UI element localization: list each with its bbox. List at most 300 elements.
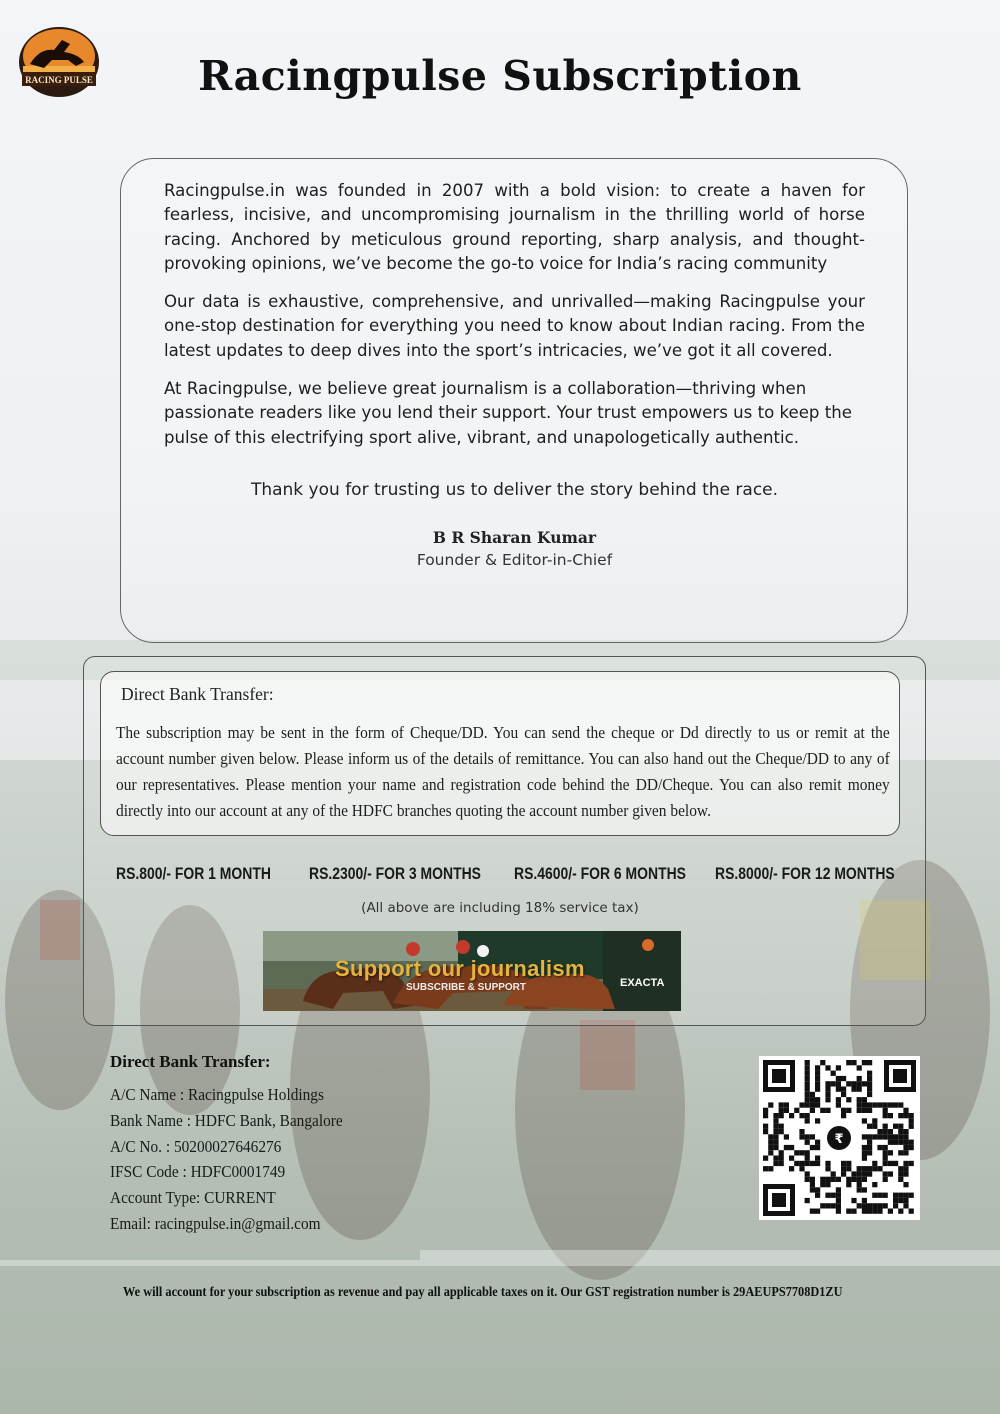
qr-module — [763, 1129, 768, 1134]
qr-module — [805, 1092, 810, 1097]
qr-module — [872, 1182, 877, 1187]
qr-module — [763, 1113, 768, 1118]
qr-module — [909, 1209, 914, 1214]
qr-module — [805, 1087, 810, 1092]
transfer-info-title: Direct Bank Transfer: — [121, 684, 274, 704]
qr-module — [825, 1182, 830, 1187]
qr-module — [773, 1113, 778, 1118]
qr-module — [851, 1060, 856, 1065]
qr-module — [825, 1087, 830, 1092]
qr-module — [799, 1150, 804, 1155]
qr-module — [836, 1076, 841, 1081]
qr-module — [893, 1203, 898, 1208]
qr-module — [877, 1145, 882, 1150]
qr-module — [867, 1171, 872, 1176]
qr-module — [779, 1108, 784, 1113]
qr-module — [877, 1134, 882, 1139]
qr-module — [815, 1081, 820, 1086]
qr-module — [799, 1161, 804, 1166]
qr-module — [846, 1177, 851, 1182]
signer-role: Founder & Editor-in-Chief — [416, 550, 613, 569]
qr-module — [836, 1209, 841, 1214]
qr-module — [857, 1076, 862, 1081]
banner-subtitle: SUBSCRIBE & SUPPORT — [406, 982, 527, 993]
qr-module — [862, 1171, 867, 1176]
qr-module — [898, 1193, 903, 1198]
qr-module — [784, 1134, 789, 1139]
qr-module — [825, 1092, 830, 1097]
qr-module — [799, 1102, 804, 1107]
qr-module — [768, 1150, 773, 1155]
letter-paragraph: Our data is exhaustive, comprehensive, and unrivalled—making Racingpulse your one-stop destination for everything you need to know about Indian racing. From the latest updates to deep dives into the sport’s intricacies, we’ve got it all covered. — [164, 292, 865, 360]
qr-module — [846, 1182, 851, 1187]
qr-module — [867, 1081, 872, 1086]
qr-module — [805, 1102, 810, 1107]
qr-module — [805, 1150, 810, 1155]
qr-module — [810, 1187, 815, 1192]
qr-module — [903, 1203, 908, 1208]
qr-module — [779, 1129, 784, 1134]
qr-module — [789, 1156, 794, 1161]
qr-module — [805, 1161, 810, 1166]
qr-module — [810, 1108, 815, 1113]
qr-module — [789, 1145, 794, 1150]
qr-module — [831, 1177, 836, 1182]
qr-module — [841, 1087, 846, 1092]
qr-module — [763, 1124, 768, 1129]
qr-module — [898, 1198, 903, 1203]
qr-module — [784, 1145, 789, 1150]
qr-module — [883, 1193, 888, 1198]
qr-module — [768, 1134, 773, 1139]
qr-module — [898, 1209, 903, 1214]
qr-module — [903, 1171, 908, 1176]
qr-module — [810, 1177, 815, 1182]
qr-module — [810, 1161, 815, 1166]
qr-module — [763, 1108, 768, 1113]
letter-paragraph: Racingpulse.in was founded in 2007 with a bold vision: to create a haven for fearless, incisive, and uncompromising journalism in the thrilling world of horse racing. Anchored by meticulous ground reporting, sharp analysis, and thought-provoking opinions, we’ve become the go-to voice for India’s racing community — [164, 181, 865, 273]
qr-module — [898, 1129, 903, 1134]
qr-module — [883, 1129, 888, 1134]
qr-module — [867, 1140, 872, 1145]
qr-module — [867, 1060, 872, 1065]
qr-module — [831, 1203, 836, 1208]
qr-module — [784, 1108, 789, 1113]
qr-module — [883, 1145, 888, 1150]
qr-module — [867, 1145, 872, 1150]
qr-module — [857, 1182, 862, 1187]
qr-module — [862, 1097, 867, 1102]
signer-name: B R Sharan Kumar — [432, 527, 597, 547]
qr-module — [779, 1113, 784, 1118]
qr-module — [909, 1124, 914, 1129]
qr-module — [883, 1113, 888, 1118]
qr-module — [867, 1087, 872, 1092]
qr-module — [888, 1113, 893, 1118]
qr-module — [805, 1171, 810, 1176]
qr-module — [768, 1102, 773, 1107]
qr-module — [903, 1193, 908, 1198]
qr-module — [898, 1140, 903, 1145]
qr-module — [815, 1087, 820, 1092]
qr-module — [862, 1081, 867, 1086]
qr-module — [846, 1166, 851, 1171]
qr-module — [763, 1166, 768, 1171]
plan-6-months: RS.4600/- FOR 6 MONTHS — [514, 864, 686, 883]
svg-text:₹: ₹ — [834, 1132, 844, 1147]
qr-module — [883, 1124, 888, 1129]
qr-module — [862, 1177, 867, 1182]
transfer-info-text: The subscription may be sent in the form of Cheque/DD. You can send the cheque or Dd directly to us or remit at the account number given below. Please inform us of the details of remittance. You can also hand out the Cheque/DD to any of our representatives. Please mention your name and registration code behind the DD/Cheque. You can also remit money directly into our account at any of the HDFC branches quoting the account number given below. — [116, 723, 890, 820]
qr-module — [851, 1209, 856, 1214]
qr-module — [883, 1108, 888, 1113]
qr-module — [851, 1171, 856, 1176]
qr-module — [898, 1166, 903, 1171]
qr-module — [893, 1161, 898, 1166]
qr-module — [857, 1171, 862, 1176]
qr-module — [820, 1060, 825, 1065]
qr-module — [768, 1166, 773, 1171]
qr-module — [862, 1198, 867, 1203]
qr-module — [815, 1140, 820, 1145]
qr-module — [862, 1166, 867, 1171]
qr-module — [810, 1092, 815, 1097]
qr-module — [820, 1108, 825, 1113]
qr-module — [883, 1177, 888, 1182]
qr-module — [805, 1118, 810, 1123]
qr-module — [820, 1177, 825, 1182]
qr-module — [831, 1071, 836, 1076]
qr-module — [841, 1113, 846, 1118]
qr-module — [867, 1102, 872, 1107]
qr-module — [805, 1071, 810, 1076]
contact-email: Email: racingpulse.in@gmail.com — [110, 1214, 321, 1233]
qr-module — [836, 1065, 841, 1070]
qr-module — [862, 1060, 867, 1065]
qr-module — [836, 1187, 841, 1192]
qr-module — [872, 1118, 877, 1123]
qr-module — [779, 1156, 784, 1161]
qr-module — [872, 1166, 877, 1171]
qr-module — [815, 1102, 820, 1107]
tax-note: (All above are including 18% service tax) — [361, 900, 639, 916]
qr-module — [862, 1187, 867, 1192]
qr-module — [831, 1193, 836, 1198]
qr-module — [857, 1203, 862, 1208]
qr-module — [841, 1171, 846, 1176]
qr-module — [893, 1102, 898, 1107]
qr-module — [851, 1198, 856, 1203]
qr-module — [805, 1134, 810, 1139]
qr-module — [779, 1102, 784, 1107]
qr-module — [893, 1140, 898, 1145]
qr-module — [836, 1177, 841, 1182]
qr-module — [857, 1081, 862, 1086]
qr-module — [810, 1102, 815, 1107]
qr-module — [888, 1102, 893, 1107]
plan-12-months: RS.8000/- FOR 12 MONTHS — [715, 864, 895, 883]
qr-module — [805, 1113, 810, 1118]
qr-module — [877, 1166, 882, 1171]
qr-module — [815, 1209, 820, 1214]
qr-module — [805, 1065, 810, 1070]
qr-module — [888, 1140, 893, 1145]
qr-module — [784, 1102, 789, 1107]
qr-module — [862, 1145, 867, 1150]
qr-module — [867, 1071, 872, 1076]
qr-module — [773, 1156, 778, 1161]
qr-module — [903, 1140, 908, 1145]
qr-module — [867, 1209, 872, 1214]
qr-module — [799, 1134, 804, 1139]
qr-module — [898, 1124, 903, 1129]
qr-module — [825, 1193, 830, 1198]
qr-module — [836, 1198, 841, 1203]
qr-module — [815, 1156, 820, 1161]
qr-module — [805, 1076, 810, 1081]
qr-module — [883, 1161, 888, 1166]
qr-module — [888, 1134, 893, 1139]
svg-text:RACING PULSE: RACING PULSE — [25, 75, 93, 85]
qr-module — [836, 1193, 841, 1198]
qr-module — [862, 1209, 867, 1214]
qr-module — [825, 1203, 830, 1208]
qr-module — [851, 1081, 856, 1086]
account-name: A/C Name : Racingpulse Holdings — [110, 1085, 324, 1104]
account-number: A/C No. : 50200027646276 — [110, 1137, 282, 1156]
qr-module — [815, 1193, 820, 1198]
qr-module — [888, 1171, 893, 1176]
qr-module — [909, 1145, 914, 1150]
qr-module — [909, 1161, 914, 1166]
qr-module — [841, 1166, 846, 1171]
qr-module — [851, 1087, 856, 1092]
qr-module — [846, 1081, 851, 1086]
qr-module — [857, 1187, 862, 1192]
qr-module — [773, 1161, 778, 1166]
qr-module — [857, 1097, 862, 1102]
qr-module — [799, 1166, 804, 1171]
qr-module — [836, 1102, 841, 1107]
qr-module — [810, 1145, 815, 1150]
qr-module — [789, 1113, 794, 1118]
qr-module — [857, 1065, 862, 1070]
qr-module — [799, 1129, 804, 1134]
qr-code-graphic — [759, 1056, 920, 1220]
qr-module — [898, 1177, 903, 1182]
qr-module — [862, 1150, 867, 1155]
qr-module — [815, 1145, 820, 1150]
banner-title: Support our journalism — [335, 956, 585, 981]
qr-module — [862, 1118, 867, 1123]
plan-3-months: RS.2300/- FOR 3 MONTHS — [309, 864, 481, 883]
transfer-info-box — [100, 671, 900, 836]
qr-module — [815, 1065, 820, 1070]
qr-module — [841, 1076, 846, 1081]
qr-module — [883, 1134, 888, 1139]
qr-module — [805, 1177, 810, 1182]
qr-module — [815, 1097, 820, 1102]
qr-module — [836, 1203, 841, 1208]
qr-module — [825, 1161, 830, 1166]
qr-module — [903, 1129, 908, 1134]
qr-module — [867, 1092, 872, 1097]
qr-module — [810, 1097, 815, 1102]
qr-module — [903, 1145, 908, 1150]
qr-module — [815, 1161, 820, 1166]
qr-module — [888, 1150, 893, 1155]
qr-module — [841, 1161, 846, 1166]
qr-module — [810, 1209, 815, 1214]
qr-module — [903, 1161, 908, 1166]
qr-module — [909, 1118, 914, 1123]
qr-module — [779, 1150, 784, 1155]
qr-module — [877, 1129, 882, 1134]
qr-module — [867, 1124, 872, 1129]
qr-module — [867, 1076, 872, 1081]
qr-module — [815, 1118, 820, 1123]
qr-module — [857, 1102, 862, 1107]
qr-module — [815, 1187, 820, 1192]
qr-module — [877, 1193, 882, 1198]
qr-module — [872, 1161, 877, 1166]
qr-module — [789, 1166, 794, 1171]
qr-module — [903, 1182, 908, 1187]
qr-module — [898, 1102, 903, 1107]
qr-module — [815, 1071, 820, 1076]
qr-module — [888, 1161, 893, 1166]
qr-module — [903, 1134, 908, 1139]
qr-module — [872, 1134, 877, 1139]
account-type: Account Type: CURRENT — [110, 1188, 276, 1207]
qr-module — [909, 1113, 914, 1118]
qr-module — [846, 1108, 851, 1113]
qr-module — [862, 1203, 867, 1208]
qr-module — [898, 1150, 903, 1155]
qr-module — [805, 1081, 810, 1086]
qr-module — [851, 1177, 856, 1182]
qr-module — [857, 1087, 862, 1092]
plan-1-month: RS.800/- FOR 1 MONTH — [116, 864, 271, 883]
qr-module — [768, 1140, 773, 1145]
thank-you-line: Thank you for trusting us to deliver the story behind the race. — [250, 479, 779, 500]
qr-module — [867, 1150, 872, 1155]
qr-module — [779, 1124, 784, 1129]
qr-module — [794, 1161, 799, 1166]
qr-module — [841, 1092, 846, 1097]
support-journalism-banner[interactable] — [263, 931, 681, 1011]
qr-module — [773, 1145, 778, 1150]
qr-module — [877, 1203, 882, 1208]
qr-module — [846, 1097, 851, 1102]
qr-module — [903, 1108, 908, 1113]
qr-module — [862, 1102, 867, 1107]
qr-module — [883, 1102, 888, 1107]
qr-module — [841, 1108, 846, 1113]
qr-module — [903, 1166, 908, 1171]
qr-module — [877, 1102, 882, 1107]
qr-module — [909, 1193, 914, 1198]
banner-exacta-sign: EXACTA — [620, 977, 665, 989]
qr-module — [810, 1134, 815, 1139]
qr-module — [825, 1065, 830, 1070]
qr-module — [883, 1203, 888, 1208]
qr-module — [883, 1171, 888, 1176]
qr-module — [768, 1145, 773, 1150]
qr-module — [867, 1134, 872, 1139]
qr-module — [888, 1129, 893, 1134]
founder-letter-box — [120, 158, 908, 643]
qr-module — [825, 1177, 830, 1182]
qr-module — [872, 1102, 877, 1107]
bank-name: Bank Name : HDFC Bank, Bangalore — [110, 1111, 343, 1130]
qr-module — [825, 1108, 830, 1113]
page-title: Racingpulse Subscription — [198, 52, 802, 100]
gst-footer-note: We will account for your subscription as revenue and pay all applicable taxes on it. Our GST registration number is 29AEUPS7708D1ZU — [123, 1285, 843, 1300]
qr-module — [836, 1097, 841, 1102]
qr-module — [862, 1134, 867, 1139]
qr-module — [846, 1161, 851, 1166]
qr-module — [862, 1156, 867, 1161]
qr-module — [898, 1171, 903, 1176]
qr-module — [909, 1140, 914, 1145]
qr-module — [805, 1156, 810, 1161]
qr-module — [794, 1150, 799, 1155]
qr-module — [773, 1118, 778, 1123]
upi-qr-icon[interactable] — [759, 1056, 920, 1220]
qr-module — [903, 1113, 908, 1118]
qr-module — [831, 1081, 836, 1086]
qr-module — [893, 1193, 898, 1198]
qr-module — [888, 1209, 893, 1214]
qr-module — [893, 1134, 898, 1139]
qr-module — [872, 1124, 877, 1129]
qr-module — [836, 1081, 841, 1086]
qr-module — [773, 1129, 778, 1134]
qr-module — [820, 1203, 825, 1208]
qr-module — [883, 1156, 888, 1161]
qr-module — [794, 1108, 799, 1113]
qr-module — [773, 1124, 778, 1129]
qr-module — [810, 1182, 815, 1187]
qr-module — [815, 1076, 820, 1081]
qr-module — [773, 1134, 778, 1139]
qr-module — [773, 1140, 778, 1145]
qr-module — [883, 1150, 888, 1155]
qr-module — [872, 1203, 877, 1208]
qr-module — [872, 1209, 877, 1214]
qr-module — [820, 1182, 825, 1187]
qr-module — [867, 1166, 872, 1171]
qr-module — [862, 1108, 867, 1113]
qr-module — [877, 1209, 882, 1214]
qr-module — [898, 1134, 903, 1139]
qr-module — [903, 1198, 908, 1203]
qr-module — [893, 1124, 898, 1129]
qr-module — [872, 1193, 877, 1198]
qr-module — [836, 1087, 841, 1092]
qr-module — [805, 1198, 810, 1203]
ifsc-code: IFSC Code : HDFC0001749 — [110, 1162, 286, 1181]
qr-module — [805, 1097, 810, 1102]
qr-module — [898, 1113, 903, 1118]
qr-module — [893, 1198, 898, 1203]
qr-module — [825, 1097, 830, 1102]
qr-module — [805, 1140, 810, 1145]
bank-details-title: Direct Bank Transfer: — [110, 1052, 271, 1071]
qr-module — [867, 1203, 872, 1208]
qr-module — [779, 1161, 784, 1166]
